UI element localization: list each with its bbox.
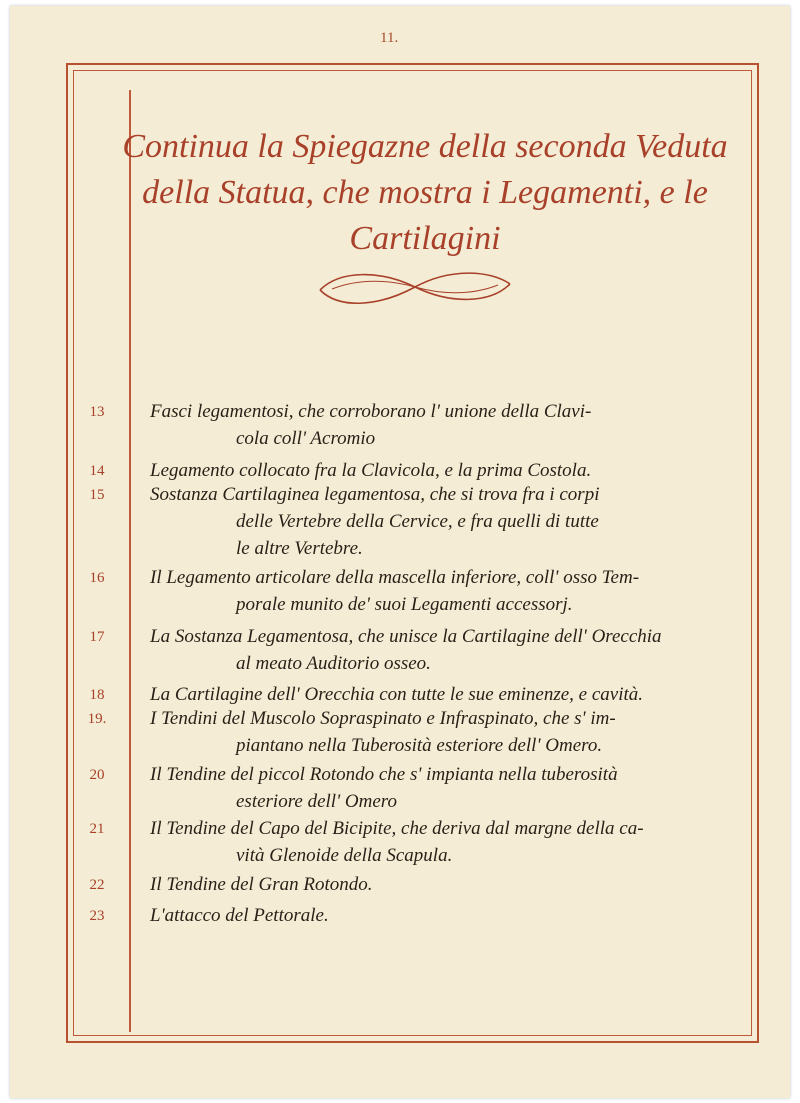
entry-text-line: Sostanza Cartilaginea legamentosa, che si trova fra i corpi bbox=[150, 484, 600, 505]
entry-text-line: I Tendini del Muscolo Sopraspinato e Infraspinato, che s' im- bbox=[150, 708, 616, 729]
entry-text-line: La Sostanza Legamentosa, che unisce la Cartilagine dell' Orecchia bbox=[150, 626, 662, 647]
entry-text-line: Il Tendine del Gran Rotondo. bbox=[150, 874, 373, 895]
title-line: della Statua, che mostra i Legamenti, e le bbox=[142, 174, 708, 211]
entry-number: 19. bbox=[87, 711, 107, 727]
entry-number: 23 bbox=[89, 908, 105, 924]
entry-text-line: vità Glenoide della Scapula. bbox=[236, 845, 453, 866]
entry-text-line: Il Legamento articolare della mascella inferiore, coll' osso Tem- bbox=[150, 567, 640, 588]
entry-text-line: cola coll' Acromio bbox=[236, 428, 376, 449]
entry-text-line: L'attacco del Pettorale. bbox=[150, 905, 329, 926]
entry-number: 15 bbox=[89, 487, 105, 503]
entry-number: 17 bbox=[89, 629, 105, 645]
entry-number: 21 bbox=[89, 821, 105, 837]
entry-text-line: Fasci legamentosi, che corroborano l' unione della Clavi- bbox=[150, 401, 592, 422]
entry-number: 16 bbox=[89, 570, 105, 586]
page-number: 11. bbox=[380, 30, 399, 46]
entry-text-line: La Cartilagine dell' Orecchia con tutte le sue eminenze, e cavità. bbox=[150, 684, 644, 705]
entry-text-line: al meato Auditorio osseo. bbox=[236, 653, 431, 674]
entry-text-line: delle Vertebre della Cervice, e fra quelli di tutte bbox=[236, 511, 599, 532]
entry-text-line: Legamento collocato fra la Clavicola, e la prima Costola. bbox=[150, 460, 592, 481]
entry-number: 22 bbox=[89, 877, 105, 893]
entry-number: 13 bbox=[89, 404, 105, 420]
entry-text-line: esteriore dell' Omero bbox=[236, 791, 397, 812]
title-line: Continua la Spiegazne della seconda Veduta bbox=[122, 128, 728, 165]
entry-text-line: Il Tendine del piccol Rotondo che s' impianta nella tuberosità bbox=[150, 764, 618, 785]
title-line: Cartilagini bbox=[349, 220, 501, 257]
entry-text-line: porale munito de' suoi Legamenti accessorj. bbox=[236, 594, 573, 615]
entry-text-line: le altre Vertebre. bbox=[236, 538, 363, 559]
entry-text-line: Il Tendine del Capo del Bicipite, che deriva dal margne della ca- bbox=[150, 818, 644, 839]
entry-number: 14 bbox=[89, 463, 105, 479]
entry-number: 20 bbox=[89, 767, 105, 783]
entry-number: 18 bbox=[89, 687, 105, 703]
entry-text-line: piantano nella Tuberosità esteriore dell' Omero. bbox=[236, 735, 603, 756]
